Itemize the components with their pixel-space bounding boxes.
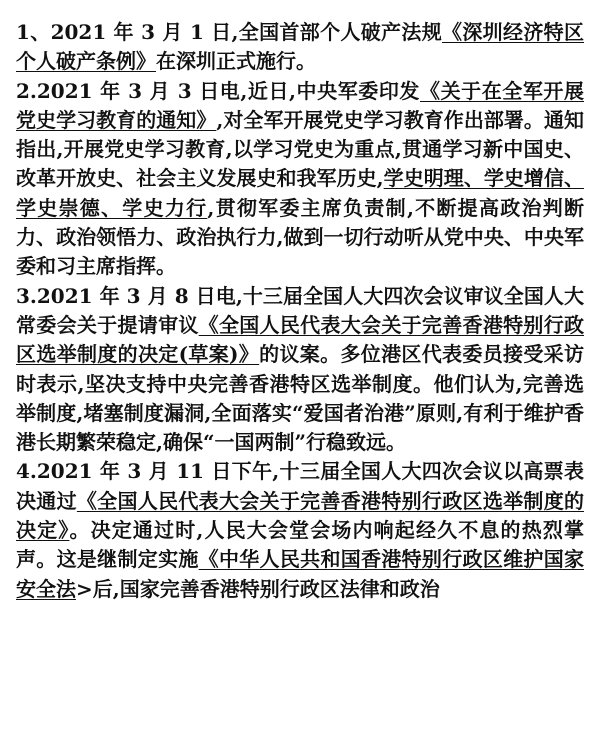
news-item-3: [16, 282, 584, 458]
text-segment: ,贯彻军委主席负责制,不断提高政治判断力、政治领悟力、政治执行力,做到一切行动听从党中央、中央军委和习主席指挥。: [16, 195, 584, 279]
underlined-phrase: 《全国人民代表大会关于完善香港特别行政区选举制度的决定(草案)》: [16, 312, 585, 367]
underlined-phrase: 《中华人民共和国香港特别行政区维护国家安全法: [16, 547, 585, 601]
underlined-phrase: 《深圳经济特区个人破产条例》: [16, 20, 584, 74]
text-segment: 在深圳正式施行。: [156, 49, 316, 74]
underlined-phrase: 学史明理、学史增信、学史崇德、学史力行: [16, 166, 585, 220]
text-segment: 2.2021 年 3 月 3 日电,近日,中央军委印发: [16, 78, 420, 103]
text-segment: 1、2021 年 3 月 1 日,全国首部个人破产法规: [16, 20, 443, 44]
text-segment: ,对全军开展党史学习教育作出部署。通知指出,开展党史学习教育,以学习党史为重点,贯通学习新中国史、改革开放史、社会主义发展史和我军历史,: [16, 107, 585, 191]
text-segment: 。决定通过时,人民大会堂会场内响起经久不息的热烈掌声。这是继制定实施: [16, 518, 584, 572]
news-item-1: [16, 18, 584, 77]
text-segment: 4.2021 年 3 月 11 日下午,十三届全国人大四次会议以高票表决通过: [16, 459, 584, 513]
text-segment: 的议案。多位港区代表委员接受采访时表示,坚决支持中央完善香港特区选举制度。他们认为,完善选举制度,堵塞制度漏洞,全面落实“爱国者治港”原则,有利于维护香港长期繁荣稳定,确保“一国两制”行稳致远。: [16, 342, 584, 455]
underlined-phrase: 《关于在全军开展党史学习教育的通知》: [16, 78, 585, 132]
news-item-2: [16, 77, 584, 282]
text-segment: >后,国家完善香港特别行政区法律和政治: [76, 576, 440, 601]
underlined-phrase: 《全国人民代表大会关于完善香港特别行政区选举制度的决定》: [16, 488, 585, 543]
news-item-4: [16, 457, 584, 603]
text-segment: 3.2021 年 3 月 8 日电,十三届全国人大四次会议审议全国人大常委会关于提请审议: [16, 283, 584, 337]
